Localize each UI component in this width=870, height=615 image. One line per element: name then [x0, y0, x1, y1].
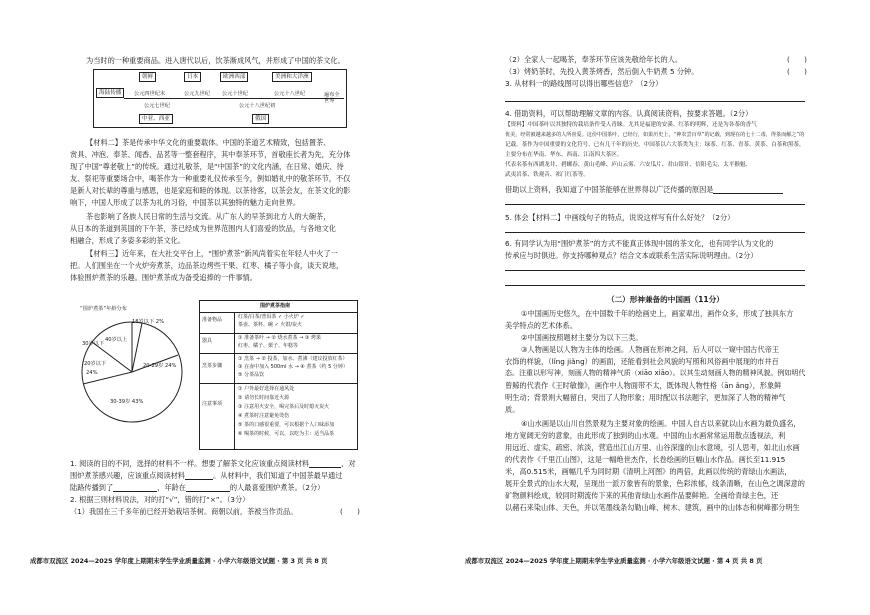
resource-line: 主要分布在华南、华东、西南、江南四大茶区。: [505, 152, 623, 158]
intro-line: 为当时的一种重要商品。进入唐代以后，饮茶渐成风气，并形成了中国的茶文化。: [86, 56, 345, 65]
table-cell: 茶壶、茶杯、碗 ✓ 火钳/炭火: [238, 322, 303, 328]
table-cell: ① 烹茶 → ② 投茶，加水、煮沸（建议投放红茶）: [238, 356, 348, 362]
para-line: 相融合，形成了多姿多彩的茶文化。: [70, 236, 186, 245]
material2-line: 【材料二】茶是传承中华文化的重要载体。中国的茶道艺术精致，包括置茶、: [86, 138, 331, 147]
resource-line: 记载。茶作为中国重要的文化符号，已有几千年的历史。中国茶以六大茶类为主：绿茶、红茶、青茶、黄茶、白茶和黑茶，: [505, 142, 805, 148]
para-line: 从日本的茶道到英国的下午茶，茶已经成为世界范围内人们喜爱的饮品，与各地文化: [70, 224, 336, 233]
table-cell: ② 请勿长时间靠近火源: [238, 395, 290, 401]
tea-spread-route-map: [93, 69, 347, 128]
table-cell: 红枣、橘子、栗子、年糕等: [238, 343, 299, 349]
answer-paren[interactable]: ( ): [787, 67, 807, 76]
table-title: 围炉煮茶指南: [260, 303, 291, 309]
timeline-box: 中亚、西亚: [139, 114, 173, 124]
timeline-date: 公元九世纪: [184, 91, 210, 97]
answer-blank[interactable]: [185, 479, 213, 480]
article-line: 米，高0.515米，画幅几乎为同时期《清明上河图》的两倍，此画以传统的青绿山水画法，: [505, 467, 792, 476]
answer-line[interactable]: [505, 204, 805, 205]
resource-line: 代表名茶有西湖龙井、碧螺春、黄山毛峰、庐山云雾、六安瓜片、君山银针、信阳毛尖、太平猴魁、: [505, 162, 752, 168]
question-2-2: （2）全家人一起喝茶，奉茶环节应该先敬给年长的人。: [505, 55, 683, 64]
article-line: 明生动；背景则大幅留白，突出了人物形象；用时配以书法题字，更加深了人物的精神气: [505, 393, 786, 402]
question-5: 5. 体会【材料二】中画线句子的特点，说说这样写有什么好处？（2分）: [505, 213, 735, 222]
question-6-line2: 传承应与时俱进。你支持哪种观点？结合文本或联系生活实际说明理由。（2分）: [505, 251, 758, 260]
article-line: 地方宽阔无穷的意象，由此形成了独到的山水观。中国的山水画常常运用散点透视法，利: [505, 431, 786, 440]
table-cell: ④ 煮茶时注意避免烫伤: [238, 413, 290, 419]
article-line: ③人物画是以人物为主体的绘画。人物画在形神之间，后人可以一窥中国古代帝王: [521, 345, 780, 354]
timeline-box: 海陆传播: [96, 88, 124, 98]
answer-blank[interactable]: [186, 491, 230, 492]
answer-blank[interactable]: [309, 467, 341, 468]
timeline-date: 公元十世纪: [222, 91, 248, 97]
article-line: 矿物颜料绘成，较同时期流传下来的其他青绿山水画作品要鲜艳。全画给青绿主色，还: [505, 491, 779, 500]
table-cell: 红茶/白茶/普洱茶 ✓ 小火炉 ✓: [238, 314, 305, 320]
question-1-line3: 陆路传播到了 ，年龄在 的人最喜爱围炉煮茶。（2分）: [70, 483, 325, 492]
material2-line: 现了中国“尊老敬上”的传统。通过礼敬茶，是“中国茶”的文化内涵，在日常、婚庆、待: [70, 162, 344, 171]
timeline-box: 俄国: [252, 114, 269, 124]
table-cell: ① 准备茶叶 → ② 烧水煮茶 → ③ 烤果: [238, 335, 321, 341]
resource-line: 【资料】中国茶叶以其独特的栽培条件受人青睐。尤其是福建的安溪、红茶的明辉，还是为各茶的香气: [505, 122, 757, 128]
table-row-label: 烹茶步骤: [202, 363, 223, 369]
material3-line: 体验围炉煮茶的乐趣。围炉煮茶成为备受追捧的一件事情。: [70, 273, 257, 282]
pie-label: 30岁以下: [82, 341, 105, 347]
table-cell: ③ 在壶中加入 500ml 水 → ④ 煮茶（约 5 分钟）: [238, 364, 348, 370]
answer-line[interactable]: [505, 101, 805, 102]
resource-line: 武夷岩茶、铁观音、祁门红茶等。: [505, 172, 589, 178]
article-line: 衣饰的样貌，（lǐng jiǎng）的画面，还能看到社会风貌的写照和风俗画中展现的市井百: [505, 357, 779, 366]
article-line: ②中国画按照题材主要分为以下三类。: [521, 333, 643, 342]
page-footer: 成都市双流区 2024—2025 学年度上期期末学生学业质量监测 · 小学六年级语文试题 · 第 4 页 共 8 页: [465, 557, 763, 565]
timeline-end: 遍布全世界: [324, 92, 340, 104]
article-line: 的代表作《千里江山图》，这是一幅绝世杰作，长卷绘画的巨幅山水作品。画长至11.915: [505, 455, 786, 464]
article-line: 质。: [505, 405, 520, 414]
timeline-date: 公元十八世纪: [274, 91, 306, 97]
answer-line[interactable]: [505, 285, 805, 286]
table-cell: ⑤ 分茶品饮: [238, 372, 265, 378]
timeline-date: 公元十八世纪初: [239, 103, 276, 109]
pie-label: 40岁以上: [105, 337, 128, 343]
section-title: （二）形神兼备的中国画（11分）: [607, 295, 724, 304]
article-line: 以赭石来染山体、天色，并以笔墨线条勾勒山峰、树木、建筑，画中的山体态和树峰都分明生: [505, 503, 800, 512]
article-line: 展开全景式的山水大观，呈现出一派万象皆有的景象，色彩浓郁，线条清晰，在山色之调深意的: [505, 479, 805, 488]
table-row-label: 注意事项: [202, 401, 223, 407]
pie-label: 18岁以下 2%: [132, 319, 165, 325]
table-row-label: 器具: [202, 338, 213, 344]
table-cell: ⑤ 茶的口感很重要，可以根据个人口味添加: [238, 422, 335, 428]
material3-line: 把。人们围坐在一个火炉旁煮茶，边品茶边烤些干果、红枣、橘子等小食，谈天说地，: [70, 261, 344, 270]
timeline-box: 美洲和大洋洲: [272, 72, 312, 82]
resource-line: 优美，经常被越来越多的人所喜爱。这份中国茶叶，已经行，如果历史上，“神农尝百草”的记载，到现在的七十二毒，得茶而解之”的: [505, 132, 805, 138]
tea-guide-table: [199, 300, 358, 450]
article-line: 美学特点的艺术体系。: [505, 321, 577, 330]
pie-label: 20岁以下: [84, 361, 107, 367]
answer-blank[interactable]: [713, 193, 783, 194]
question-3: 3. 从材料一的路线图可以得出哪些信息？（2分）: [505, 79, 663, 88]
pie-label: 30-39岁 43%: [110, 399, 144, 405]
article-line: ①中国画历史悠久，在中国数千年的绘画史上，画家辈出，画作众多，形成了独具东方: [521, 309, 794, 318]
answer-blank[interactable]: [113, 491, 157, 492]
timeline-date: 公元七世纪: [144, 103, 170, 109]
pie-label: 20-29岁 24%: [143, 363, 177, 369]
pie-label: 24%: [86, 370, 98, 376]
material2-line: 友、祭祀等重要场合中，喝茶作为一种重要礼仪传承至今，例如婚礼中的敬茶环节，不仅: [70, 174, 351, 183]
question-4-blank: 借助以上资料，我知道了中国茶能够在世界得以广泛传播的原因是: [505, 185, 783, 194]
material3-line: 【材料三】近年来，在大社交平台上，“围炉煮茶”新风尚着实在年轻人中火了一: [86, 249, 338, 258]
table-row-label: 准备物品: [202, 317, 223, 323]
question-1-line2: 围炉煮茶感兴趣，应该重点阅读材料 。从材料中，我们知道了中国茶最早通过: [70, 471, 343, 480]
page-footer: 成都市双流区 2024—2025 学年度上期期末学生学业质量监测 · 小学六年级语文试题 · 第 3 页 共 8 页: [30, 557, 328, 565]
para-line: 茶也影响了各族人民日常的生活与交流。从广东人的早茶到北方人的大碗茶，: [86, 212, 331, 221]
answer-line[interactable]: [505, 232, 805, 233]
exam-page-4: [435, 0, 870, 615]
table-cell: ③ 注意用火安全，喝完茶后及时熄灭炭火: [238, 404, 330, 410]
question-2-1: （1）我国在三千多年前已经开始栽培茶树。商朝以前，茶被当作贡品。: [70, 507, 298, 516]
question-2: 2. 根据三则材料说法，对的打“√”，错的打“×”。（3分）: [70, 495, 250, 504]
article-line: ④山水画是以山川自然景观为主要对象的绘画。中国人自古以来就以山水画为最负盛名，: [521, 419, 801, 428]
answer-paren[interactable]: ( ): [340, 507, 360, 516]
answer-line[interactable]: [505, 270, 805, 271]
timeline-box: 日本: [184, 72, 201, 82]
article-line: 用远近、虚实、疏密、浓淡，营造出江山万里、山谷深邃的山水意境，引人思考，如北山水画: [505, 443, 800, 452]
article-line: 态。注重以形写神，刻画人物的精神气质（xiāo xiāo）。以其生动刻画人物的精神风貌。例如明代: [505, 369, 806, 377]
question-4: 4. 借助资料，可以帮助理解文章的内容。认真阅读资料，按要求答题。（2分）: [505, 109, 753, 118]
article-line: 曾鲸的代表作《王时敏像》，画作中人物面带不太，既体现人物性格（ān ǎng），形象鲜: [505, 381, 782, 390]
table-cell: ① 户外最好选择在通风处: [238, 386, 295, 392]
material2-line: 赏具、冲泡、奉茶、闻香、品茗等一整套程序，其中奉茶环节，首敬座长者为先，充分体: [70, 150, 351, 159]
material2-line: 是新人对长辈的尊重与感恩，也是家庭和睦的体现。以茶待客，以茶会友，在茶文化的影: [70, 186, 351, 195]
question-2-3: （3）烤奶茶时，先投入黄茶烤香，然后倒入牛奶煮 5 分钟。: [505, 67, 699, 76]
timeline-box: 欧洲西部: [220, 72, 248, 82]
question-1: 1. 阅读的目的不同，选择的材料不一样。想要了解茶文化应该重点阅读材料 ，对: [70, 459, 356, 468]
table-cell: ⑥ 喝茶的时候，可以，以吃为主：适当品茶: [238, 431, 335, 437]
timeline-box: 朝鲜: [139, 72, 156, 82]
question-6-line1: 6. 有同学认为用“围炉煮茶”的方式不能真正体现中国的茶文化，也有同学认为文化的: [505, 239, 774, 248]
material2-line: 响下，中国人形成了以茶为礼的习俗，中国茶以其独特的魅力走向世界。: [70, 198, 301, 207]
timeline-date: 公元四世纪末: [134, 91, 166, 97]
answer-paren[interactable]: ( ): [787, 55, 807, 64]
pie-title: “围炉煮茶”年龄分布: [80, 306, 127, 312]
